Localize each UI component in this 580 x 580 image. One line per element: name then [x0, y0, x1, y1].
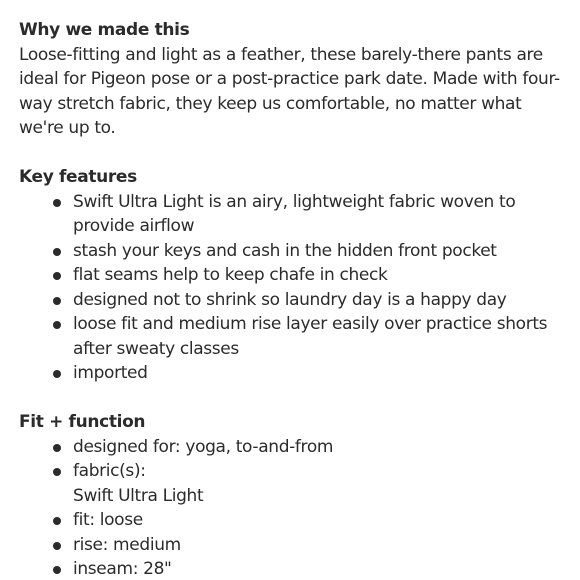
- fit-function-list: [19, 435, 566, 580]
- why-we-made-this-text: Loose-fitting and light as a feather, these barely-there pants are ideal for Pigeon pose or a post-practice park date. Made with four-way stretch fabric, they keep us comfortable, no matter what we're up to.: [19, 44, 560, 138]
- why-we-made-this-heading: Why we made this: [19, 20, 190, 40]
- key-features-heading: Key features: [19, 167, 137, 187]
- list-item: loose fit and medium rise layer easily over practice shorts after sweaty classes: [73, 312, 566, 361]
- list-item: designed for: yoga, to-and-from: [73, 435, 566, 460]
- fit-function-section: [19, 410, 566, 580]
- list-item: flat seams help to keep chafe in check: [73, 263, 566, 288]
- list-item: rise: medium: [73, 533, 566, 558]
- list-item: inseam: 28": [73, 557, 566, 580]
- list-item: fit: loose: [73, 508, 566, 533]
- fabric-label: fabric(s):: [73, 461, 146, 481]
- list-item: [73, 459, 566, 508]
- fabric-name: Swift Ultra Light: [73, 485, 204, 506]
- list-item: designed not to shrink so laundry day is a happy day: [73, 288, 566, 313]
- list-item: Swift Ultra Light is an airy, lightweight fabric woven to provide airflow: [73, 190, 566, 239]
- section-spacer: [19, 386, 566, 411]
- key-features-list: [19, 190, 566, 386]
- section-spacer: [19, 141, 566, 166]
- fit-function-heading: Fit + function: [19, 412, 146, 432]
- list-item: imported: [73, 361, 566, 386]
- list-item: stash your keys and cash in the hidden front pocket: [73, 239, 566, 264]
- why-we-made-this-section: [19, 18, 566, 141]
- key-features-section: [19, 165, 566, 386]
